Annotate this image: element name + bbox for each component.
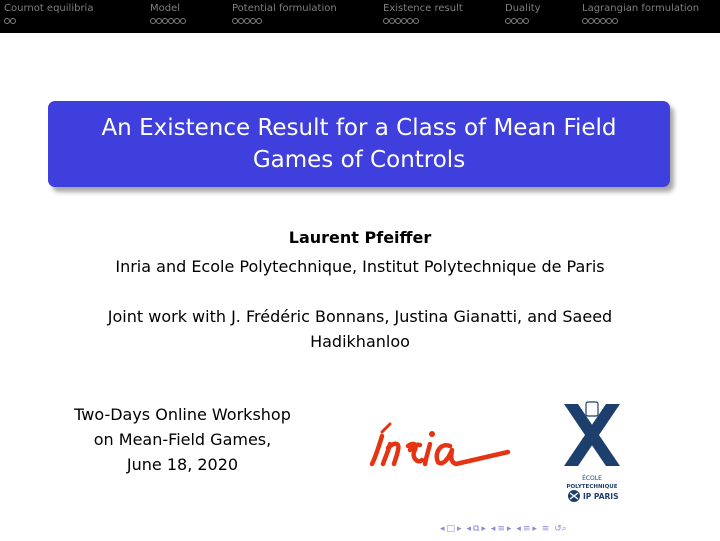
nav-section-label[interactable]: Duality [505, 3, 541, 14]
next-frame-icon[interactable]: ▸ [457, 524, 462, 534]
section-icon[interactable]: ≡ [497, 524, 505, 534]
frame-dot[interactable] [413, 18, 419, 24]
inria-logo [368, 420, 512, 470]
svg-text:IP PARIS: IP PARIS [583, 492, 619, 501]
nav-dots [383, 18, 463, 26]
presentation-title: An Existence Result for a Class of Mean Field Games of Controls [101, 115, 617, 173]
nav-section-cournot[interactable] [4, 3, 93, 26]
nav-section-lagrangian[interactable] [582, 3, 699, 26]
nav-section-label[interactable]: Cournot equilibria [4, 3, 94, 14]
author-name: Laurent Pfeiffer [288, 228, 432, 247]
svg-text:ℓ': ℓ' [580, 435, 589, 450]
nav-section-label[interactable]: Lagrangian formulation [582, 3, 700, 14]
ip-paris-badge-icon [568, 490, 618, 502]
next-subsection-icon[interactable]: ▸ [481, 524, 486, 534]
nav-section-label[interactable]: Existence result [383, 3, 463, 14]
frame-dot[interactable] [180, 18, 186, 24]
nav-dots [505, 18, 541, 26]
search-icon[interactable]: ↺⌕ [554, 524, 567, 534]
event-info [40, 402, 325, 477]
section-navbar [0, 0, 720, 33]
frame-dot[interactable] [10, 18, 16, 24]
frame-icon[interactable]: □ [446, 524, 456, 534]
frame-dot[interactable] [612, 18, 618, 24]
polytechnique-logo [556, 400, 628, 505]
nav-dots [582, 18, 699, 26]
frame-dot[interactable] [256, 18, 262, 24]
nav-dots [232, 18, 337, 26]
event-date: June 18, 2020 [126, 455, 239, 474]
svg-text:ÉCOLE: ÉCOLE [582, 475, 602, 482]
beamer-navigation-controls [440, 522, 710, 536]
subsection-icon[interactable]: ⧉ [472, 524, 480, 534]
frame-dot[interactable] [523, 18, 529, 24]
event-line-2: on Mean-Field Games, [93, 430, 272, 449]
prev-frame-icon[interactable]: ◂ [440, 524, 445, 534]
event-line-1: Two-Days Online Workshop [74, 405, 291, 424]
nav-section-label[interactable]: Model [150, 3, 181, 14]
svg-text:POLYTECHNIQUE: POLYTECHNIQUE [566, 484, 618, 490]
nav-section-label[interactable]: Potential formulation [232, 3, 337, 14]
nav-section-duality[interactable] [505, 3, 541, 26]
nav-dots [150, 18, 186, 26]
next-section-icon[interactable]: ▸ [506, 524, 512, 534]
nav-section-potential[interactable] [232, 3, 337, 26]
next-document-icon[interactable]: ▸ [532, 524, 537, 534]
author-affiliation: Inria and Ecole Polytechnique, Institut Polytechnique de Paris [115, 257, 605, 276]
nav-dots [4, 18, 93, 26]
nav-section-existence[interactable] [383, 3, 463, 26]
prev-subsection-icon[interactable]: ◂ [466, 524, 471, 534]
joint-work-credits [0, 304, 720, 354]
prev-document-icon[interactable]: ◂ [516, 524, 521, 534]
prev-section-icon[interactable]: ◂ [490, 524, 496, 534]
polytechnique-x-icon [564, 402, 620, 466]
nav-section-model[interactable] [150, 3, 186, 26]
back-icon[interactable]: ≡ [541, 524, 550, 534]
joint-work-text: Joint work with J. Frédéric Bonnans, Justina Gianatti, and Saeed Hadikhanloo [107, 307, 613, 351]
title-box [48, 101, 670, 187]
document-icon[interactable]: ≡ [522, 524, 531, 534]
inria-dot-icon [429, 431, 435, 437]
